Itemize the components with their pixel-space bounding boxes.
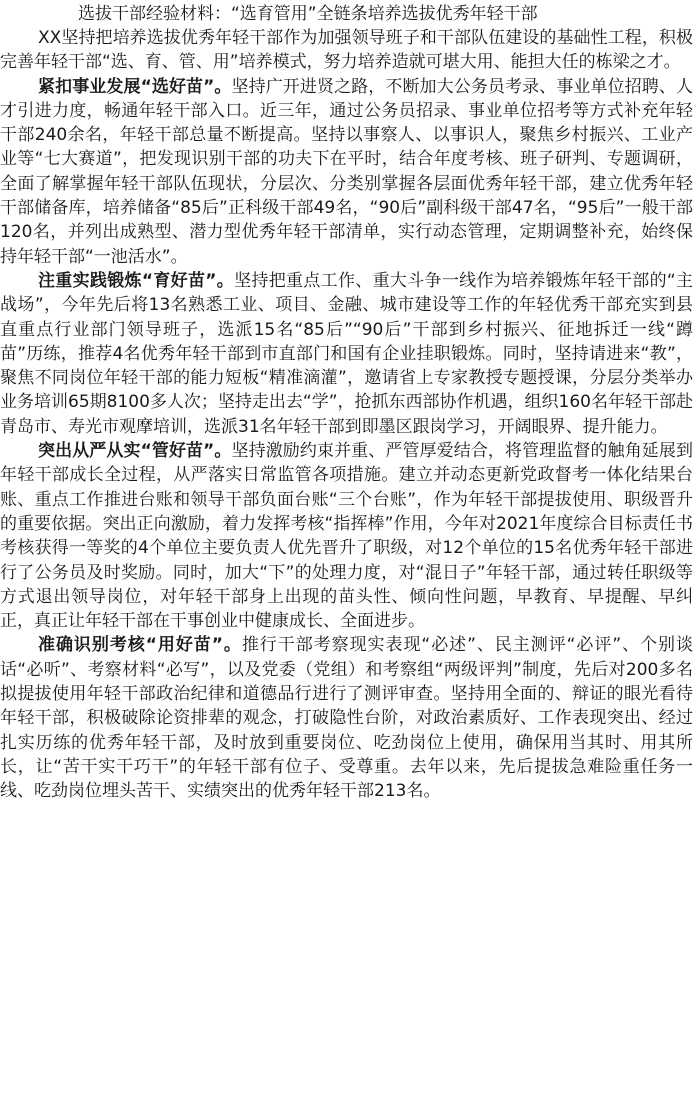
intro-paragraph: XX坚持把培养选拔优秀年轻干部作为加强领导班子和干部队伍建设的基础性工程，积极完善年轻干部“选、育、管、用”培养模式，努力培养造就可堪大用、能担大任的栋梁之才。 — [0, 28, 693, 73]
section-body-cultivate: 坚持把重点工作、重大斗争一线作为培养锻炼年轻干部的“主战场”，今年先后将13名熟悉工业、项目、金融、城市建设等工作的年轻优秀干部充实到县直重点行业部门领导班子，选派15名“85后”“90后”干部到乡村振兴、征地拆迁一线“蹲苗”历练，推荐4名优秀年轻干部到市直部门和国有企业挂职锻炼。同时，坚持请进来“教”，聚焦不同岗位年轻干部的能力短板“精准滴灌”，邀请省上专家教授专题授课，分层分类举办业务培训65期8100多人次；坚持走出去“学”，抢抓东西部协作机遇，组织160名年轻干部赴青岛市、寿光市观摩培训，选派31名年轻干部到即墨区跟岗学习，开阔眼界、提升能力。 — [0, 270, 693, 437]
section-paragraph-select — [0, 75, 693, 269]
section-body-use: 推行干部考察现实表现“必述”、民主测评“必评”、个别谈话“必听”、考察材料“必写”，以及党委（党组）和考察组“两级评判”制度，先后对200多名拟提拔使用年轻干部政治纪律和道德品行进行了测评审查。坚持用全面的、辩证的眼光看待年轻干部，积极破除论资排辈的观念，打破隐性台阶，对政治素质好、工作表现突出、经过扎实历练的优秀年轻干部，及时放到重要岗位、吃劲岗位上使用，确保用当其时、用其所长，让“苦干实干巧干”的年轻干部有位子、受尊重。去年以来，先后提拔急难险重任务一线、吃劲岗位埋头苦干、实绩突出的优秀年轻干部213名。 — [0, 635, 693, 802]
section-body-select: 坚持广开进贤之路，不断加大公务员考录、事业单位招聘、人才引进力度，畅通年轻干部入口。近三年，通过公务员招录、事业单位招考等方式补充年轻干部240余名，年轻干部总量不断提高。坚持以事察人、以事识人，聚焦乡村振兴、工业产业等“七大赛道”，把发现识别干部的功夫下在平时，结合年度考核、班子研判、专题调研，全面了解掌握年轻干部队伍现状，分层次、分类别掌握各层面优秀年轻干部，建立优秀年轻干部储备库，培养储备“85后”正科级干部49名，“90后”副科级干部47名，“95后”一般干部120名，并列出成熟型、潜力型优秀年轻干部清单，实行动态管理，定期调整补充，始终保持年轻干部“一池活水”。 — [0, 76, 693, 267]
section-lead-use: 准确识别考核“用好苗”。 — [38, 635, 242, 656]
section-lead-select: 紧扣事业发展“选好苗”。 — [38, 76, 232, 97]
section-lead-manage: 突出从严从实“管好苗”。 — [38, 441, 232, 462]
section-lead-cultivate: 注重实践锻炼“育好苗”。 — [38, 270, 235, 291]
document-title: 选拔干部经验材料：“选育管用”全链条培养选拔优秀年轻干部 — [78, 4, 538, 24]
section-body-manage: 坚持激励约束并重、严管厚爱结合，将管理监督的触角延展到年轻干部成长全过程，从严落实日常监管各项措施。建立并动态更新党政督考一体化结果台账、重点工作推进台账和领导干部负面台账“三个台账”，作为年轻干部提拔使用、职级晋升的重要依据。突出正向激励，着力发挥考核“指挥棒”作用，今年对2021年度综合目标责任书考核获得一等奖的4个单位主要负责人优先晋升了职级，对12个单位的15名优秀年轻干部进行了公务员及时奖励。同时，加大“下”的处理力度，对“混日子”年轻干部，通过转任职级等方式退出领导岗位，对年轻干部身上出现的苗头性、倾向性问题，早教育、早提醒、早纠正，真正让年轻干部在干事创业中健康成长、全面进步。 — [0, 441, 693, 632]
section-paragraph-cultivate — [0, 269, 693, 439]
section-paragraph-manage — [0, 439, 693, 633]
section-paragraph-use — [0, 633, 693, 803]
